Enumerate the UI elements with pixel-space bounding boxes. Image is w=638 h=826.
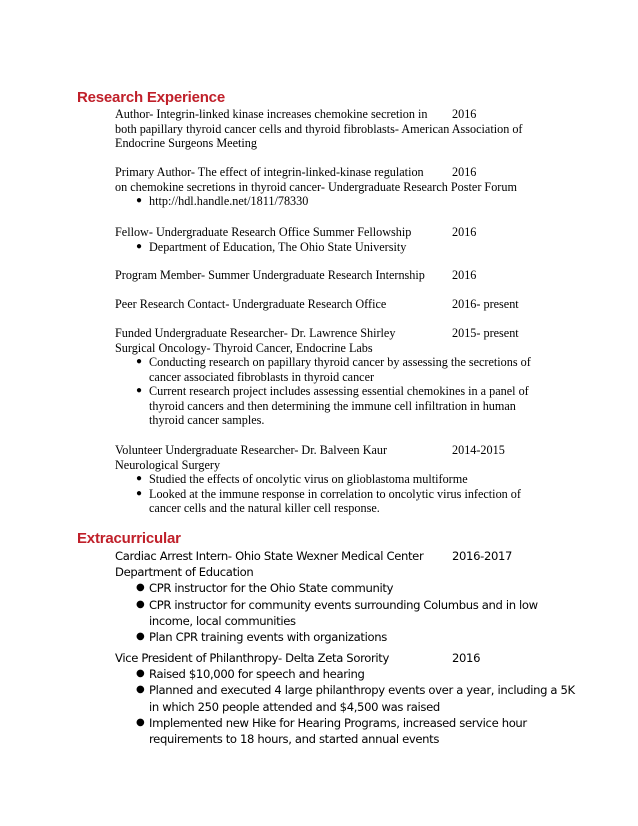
entry-date: 2015- present bbox=[452, 326, 519, 340]
bullet-text: requirements to 18 hours, and started annual events bbox=[149, 732, 440, 747]
bullet-icon: ● bbox=[136, 385, 143, 396]
bullet-text: cancer associated fibroblasts in thyroid cancer bbox=[149, 369, 375, 384]
entry-line: Endocrine Surgeons Meeting bbox=[115, 136, 257, 150]
entry-date: 2016- present bbox=[452, 297, 519, 311]
list-item bbox=[115, 629, 585, 645]
bullet-text: Plan CPR training events with organizations bbox=[149, 630, 387, 645]
entry-line: on chemokine secretions in thyroid cancer- Undergraduate Research Poster Forum bbox=[115, 179, 517, 194]
bullet-icon: ● bbox=[136, 582, 145, 594]
bullet-icon: ● bbox=[136, 356, 143, 367]
bullet-icon: ● bbox=[136, 631, 145, 643]
entry-date: 2016 bbox=[452, 651, 481, 665]
research-entry-primary-author bbox=[115, 165, 585, 209]
bullet-text: CPR instructor for community events surrounding Columbus and in low bbox=[149, 597, 538, 612]
entry-line: Cardiac Arrest Intern- Ohio State Wexner Medical Center bbox=[115, 549, 424, 563]
entry-line: Department of Education bbox=[115, 565, 254, 580]
bullet-text: Current research project includes assessing essential chemokines in a panel of bbox=[149, 384, 529, 398]
entry-line: both papillary thyroid cancer cells and thyroid fibroblasts- American Association of bbox=[115, 121, 523, 136]
entry-date: 2014-2015 bbox=[452, 443, 505, 457]
bullet-text: thyroid cancer samples. bbox=[149, 413, 265, 427]
list-item bbox=[115, 194, 585, 209]
extracurricular-entry-vice-president bbox=[115, 650, 585, 747]
bullet-icon: ● bbox=[136, 473, 143, 484]
bullet-icon: ● bbox=[136, 716, 145, 728]
list-item bbox=[115, 666, 585, 682]
research-entry-volunteer-researcher bbox=[115, 443, 585, 516]
list-item bbox=[115, 355, 585, 384]
entry-line: Vice President of Philanthropy- Delta Zeta Sorority bbox=[115, 651, 389, 665]
research-section-title: Research Experience bbox=[77, 89, 225, 106]
research-entry-peer-contact bbox=[115, 297, 585, 312]
bullet-text: in which 250 people attended and $4,500 was raised bbox=[149, 699, 440, 714]
bullet-text: Studied the effects of oncolytic virus on glioblastoma multiforme bbox=[149, 472, 468, 486]
research-entry-program-member bbox=[115, 268, 585, 283]
entry-line: Program Member- Summer Undergraduate Research Internship bbox=[115, 268, 425, 282]
bullet-icon: ● bbox=[136, 240, 143, 252]
entry-line: Surgical Oncology- Thyroid Cancer, Endocrine Labs bbox=[115, 340, 373, 355]
list-item bbox=[115, 240, 585, 255]
entry-date: 2016-2017 bbox=[452, 549, 513, 563]
entry-line: Fellow- Undergraduate Research Office Summer Fellowship bbox=[115, 225, 412, 239]
research-entry-funded-researcher bbox=[115, 326, 585, 428]
entry-line: Neurological Surgery bbox=[115, 457, 221, 472]
entry-line: Primary Author- The effect of integrin-linked-kinase regulation bbox=[115, 165, 424, 179]
bullet-text: thyroid cancers and then determining the immune cell infiltration in human bbox=[149, 398, 516, 413]
bullet-icon: ● bbox=[136, 195, 143, 206]
entry-date: 2016 bbox=[452, 268, 477, 282]
list-item bbox=[115, 715, 585, 747]
bullet-text: Planned and executed 4 large philanthropy events over a year, including a 5K bbox=[149, 683, 575, 698]
bullet-text: CPR instructor for the Ohio State community bbox=[149, 581, 394, 596]
bullet-icon: ● bbox=[136, 668, 145, 680]
entry-line: Peer Research Contact- Undergraduate Research Office bbox=[115, 297, 387, 311]
bullet-text: Implemented new Hike for Hearing Programs, increased service hour bbox=[149, 715, 527, 730]
list-item bbox=[115, 384, 585, 428]
handle-link[interactable]: http://hdl.handle.net/1811/78330 bbox=[149, 194, 309, 208]
list-item bbox=[115, 682, 585, 714]
entry-line: Funded Undergraduate Researcher- Dr. Lawrence Shirley bbox=[115, 326, 396, 340]
bullet-text: Conducting research on papillary thyroid cancer by assessing the secretions of bbox=[149, 355, 531, 369]
list-item bbox=[115, 580, 585, 596]
extracurricular-entry-cardiac-arrest-intern bbox=[115, 548, 585, 645]
list-item bbox=[115, 472, 585, 487]
entry-line: Author- Integrin-linked kinase increases chemokine secretion in bbox=[115, 107, 428, 121]
bullet-icon: ● bbox=[136, 487, 143, 499]
entry-line: Volunteer Undergraduate Researcher- Dr. Balveen Kaur bbox=[115, 443, 388, 457]
bullet-text: Department of Education, The Ohio State University bbox=[149, 239, 407, 254]
extracurricular-section-title: Extracurricular bbox=[77, 530, 181, 547]
bullet-text: Raised $10,000 for speech and hearing bbox=[149, 667, 365, 682]
entry-date: 2016 bbox=[452, 107, 477, 121]
list-item bbox=[115, 597, 585, 629]
research-entry-fellow bbox=[115, 225, 585, 254]
entry-date: 2016 bbox=[452, 165, 477, 179]
list-item bbox=[115, 487, 585, 516]
entry-date: 2016 bbox=[452, 225, 477, 239]
bullet-text: income, local communities bbox=[149, 613, 296, 628]
bullet-icon: ● bbox=[136, 598, 145, 610]
bullet-text: Looked at the immune response in correlation to oncolytic virus infection of bbox=[149, 486, 521, 501]
research-entry-author bbox=[115, 107, 585, 151]
bullet-icon: ● bbox=[136, 684, 145, 696]
bullet-text: cancer cells and the natural killer cell response. bbox=[149, 501, 380, 515]
